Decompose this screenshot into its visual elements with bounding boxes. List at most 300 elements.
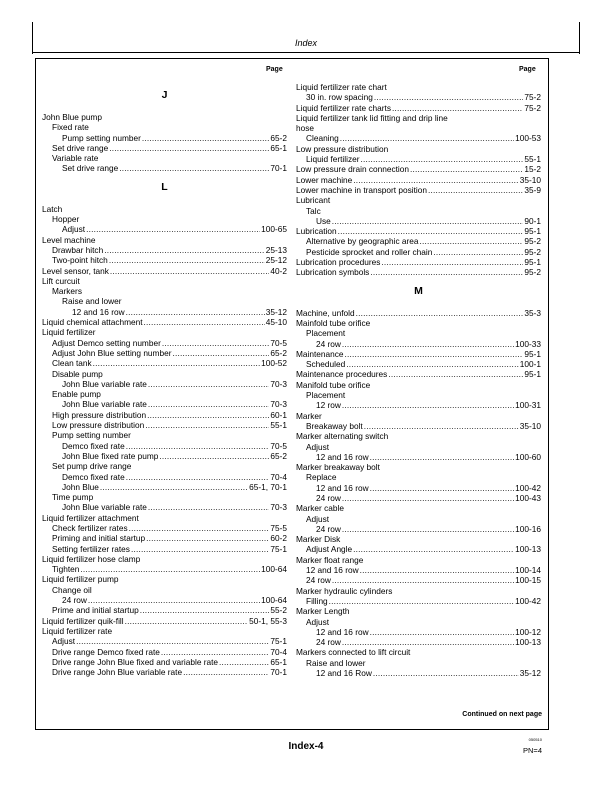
index-entry-term: Liquid fertilizer attachment bbox=[42, 512, 139, 523]
index-entry-term: Latch bbox=[42, 203, 63, 214]
leader-dots bbox=[142, 133, 270, 143]
index-entry bbox=[296, 359, 541, 369]
index-entry-page-ref[interactable]: 75-2 bbox=[524, 102, 541, 113]
index-entry-page-ref[interactable]: 70-3 bbox=[270, 399, 287, 410]
index-entry-term: Adjust bbox=[52, 636, 76, 647]
index-entry-page-ref[interactable]: 95-1 bbox=[524, 257, 541, 268]
index-entry-page-ref[interactable]: 70-1 bbox=[270, 667, 287, 678]
leader-dots bbox=[119, 163, 269, 173]
index-entry-term: John Blue bbox=[62, 481, 99, 492]
index-entry-page-ref[interactable]: 100-16 bbox=[515, 523, 541, 534]
index-entry bbox=[296, 586, 541, 596]
index-entry-term: Variable rate bbox=[52, 153, 99, 164]
index-entry bbox=[42, 133, 287, 143]
index-entry-term: Lubricant bbox=[296, 195, 331, 206]
index-entry bbox=[296, 380, 541, 390]
index-entry-page-ref[interactable]: 100-12 bbox=[515, 626, 541, 637]
index-entry-page-ref[interactable]: 40-2 bbox=[270, 265, 287, 276]
index-entry-page-ref[interactable]: 100-64 bbox=[261, 595, 287, 606]
index-entry-page-ref[interactable]: 70-3 bbox=[270, 378, 287, 389]
index-entry-page-ref[interactable]: 35-12 bbox=[519, 668, 541, 679]
index-entry bbox=[296, 534, 541, 544]
index-entry bbox=[296, 267, 541, 277]
index-entry-page-ref[interactable]: 100-64 bbox=[261, 564, 287, 575]
leader-dots bbox=[88, 595, 260, 605]
leader-dots bbox=[148, 379, 270, 389]
index-entry-page-ref[interactable]: 100-60 bbox=[515, 451, 541, 462]
index-entry bbox=[42, 286, 287, 296]
index-entry-term: 12 and 16 row bbox=[316, 451, 369, 462]
index-entry-page-ref[interactable]: 100-52 bbox=[261, 358, 287, 369]
leader-dots bbox=[428, 185, 523, 195]
index-entry-term: Setting fertilizer rates bbox=[52, 543, 130, 554]
index-entry-term: Markers bbox=[52, 286, 82, 297]
index-entry-term: Marker Length bbox=[296, 606, 350, 617]
index-entry-page-ref[interactable]: 100-14 bbox=[515, 565, 541, 576]
index-entry bbox=[42, 338, 287, 348]
index-entry-page-ref[interactable]: 100-13 bbox=[515, 544, 541, 555]
index-entry bbox=[42, 441, 287, 451]
index-entry bbox=[296, 658, 541, 668]
index-entry-term: 12 and 16 Row bbox=[316, 668, 372, 679]
index-entry-term: High pressure distribution bbox=[52, 409, 147, 420]
leader-dots bbox=[345, 349, 524, 359]
index-entry-page-ref[interactable]: 75-2 bbox=[524, 92, 541, 103]
index-entry bbox=[296, 544, 541, 554]
index-entry bbox=[296, 606, 541, 616]
index-entry-term: Adjust John Blue setting number bbox=[52, 347, 172, 358]
index-entry-term: Maintenance bbox=[296, 348, 344, 359]
index-entry bbox=[42, 554, 287, 564]
index-section-letter: J bbox=[161, 89, 168, 101]
index-entry-term: Drive range Demco fixed rate bbox=[52, 646, 160, 657]
right-column-page-heading: Page bbox=[519, 66, 536, 73]
index-entry-term: Lubrication procedures bbox=[296, 257, 381, 268]
index-entry-term: Liquid fertilizer pump bbox=[42, 574, 119, 585]
index-entry-page-ref[interactable]: 70-4 bbox=[270, 471, 287, 482]
index-entry bbox=[42, 626, 287, 636]
leader-dots bbox=[370, 627, 515, 637]
index-entry-page-ref[interactable]: 100-31 bbox=[515, 400, 541, 411]
index-entry bbox=[296, 339, 541, 349]
index-entry bbox=[296, 175, 541, 185]
index-entry bbox=[42, 533, 287, 543]
index-entry-term: Pesticide sprocket and roller chain bbox=[306, 246, 433, 257]
index-entry bbox=[42, 399, 287, 409]
index-entry-page-ref[interactable]: 70-5 bbox=[270, 337, 287, 348]
index-entry bbox=[296, 103, 541, 113]
leader-dots bbox=[353, 175, 519, 185]
index-entry bbox=[296, 452, 541, 462]
index-entry-page-ref[interactable]: 100-65 bbox=[261, 224, 287, 235]
index-entry-term: Level sensor, tank bbox=[42, 265, 109, 276]
index-entry-term: Clean tank bbox=[52, 358, 92, 369]
index-entry-page-ref[interactable]: 25-12 bbox=[265, 255, 287, 266]
index-entry bbox=[42, 112, 287, 122]
leader-dots bbox=[147, 410, 269, 420]
index-entry-page-ref[interactable]: 100-1 bbox=[519, 359, 541, 370]
index-entry-page-ref[interactable]: 75-1 bbox=[270, 636, 287, 647]
index-entry bbox=[296, 555, 541, 565]
index-entry-page-ref[interactable]: 65-1, 70-1 bbox=[249, 481, 287, 492]
index-entry bbox=[42, 153, 287, 163]
index-section-letter: M bbox=[414, 284, 423, 297]
leader-dots bbox=[332, 216, 524, 226]
leader-dots bbox=[126, 441, 270, 451]
index-entry bbox=[296, 318, 541, 328]
index-entry-term: Enable pump bbox=[52, 389, 101, 400]
index-entry bbox=[296, 133, 541, 143]
index-entry-term: 24 row bbox=[316, 492, 341, 503]
leader-dots bbox=[93, 358, 260, 368]
leader-dots bbox=[332, 575, 514, 585]
left-column-page-heading: Page bbox=[266, 66, 283, 73]
leader-dots bbox=[420, 236, 524, 246]
index-entry-term: Two-point hitch bbox=[52, 255, 108, 266]
index-entry-page-ref[interactable]: 45-10 bbox=[265, 317, 287, 328]
index-entry-page-ref[interactable]: 55-1 bbox=[524, 154, 541, 165]
index-entry-term: Cleaning bbox=[306, 133, 339, 144]
index-entry bbox=[296, 206, 541, 216]
index-entry-term: Lower machine bbox=[296, 174, 353, 185]
index-section-letter: L bbox=[161, 180, 168, 193]
index-entry-page-ref[interactable]: 35-3 bbox=[524, 307, 541, 318]
index-entry bbox=[296, 164, 541, 174]
index-entry bbox=[42, 461, 287, 471]
index-entry bbox=[42, 472, 287, 482]
index-entry-term: Drawbar hitch bbox=[52, 244, 104, 255]
leader-dots bbox=[86, 224, 260, 234]
leader-dots bbox=[159, 451, 269, 461]
page-number: Index-4 bbox=[288, 741, 324, 752]
index-entry bbox=[42, 317, 287, 327]
index-entry bbox=[42, 143, 287, 153]
index-entry-page-ref[interactable]: 70-4 bbox=[270, 646, 287, 657]
index-entry-term: Drive range John Blue variable rate bbox=[52, 667, 183, 678]
index-entry-page-ref[interactable]: 70-5 bbox=[270, 440, 287, 451]
index-entry-term: 30 in. row spacing bbox=[306, 92, 373, 103]
leader-dots bbox=[100, 482, 248, 492]
index-entry-page-ref[interactable]: 95-2 bbox=[524, 236, 541, 247]
index-entry-term: Scheduled bbox=[306, 359, 346, 370]
index-entry-term: Priming and initial startup bbox=[52, 533, 146, 544]
index-entry-term: Lubrication symbols bbox=[296, 267, 370, 278]
index-entry-term: 24 row bbox=[306, 575, 331, 586]
index-entry bbox=[42, 235, 287, 245]
index-entry bbox=[296, 431, 541, 441]
index-entry bbox=[42, 636, 287, 646]
index-entry-term: Set pump drive range bbox=[52, 461, 132, 472]
leader-dots bbox=[381, 257, 523, 267]
leader-dots bbox=[131, 544, 269, 554]
index-entry-term: Change oil bbox=[52, 584, 92, 595]
index-entry bbox=[42, 657, 287, 667]
leader-dots bbox=[342, 339, 514, 349]
index-entry-term: John Blue variable rate bbox=[62, 399, 147, 410]
index-entry-page-ref[interactable]: 70-3 bbox=[270, 502, 287, 513]
index-entry-page-ref[interactable]: 100-15 bbox=[515, 575, 541, 586]
index-entry-page-ref[interactable]: 15-2 bbox=[524, 164, 541, 175]
index-entry-page-ref[interactable]: 60-1 bbox=[270, 409, 287, 420]
index-entry-term: Adjust bbox=[306, 441, 330, 452]
index-entry-term: Liquid fertilizer bbox=[42, 327, 96, 338]
index-entry bbox=[42, 616, 287, 626]
leader-dots bbox=[356, 308, 524, 318]
index-entry bbox=[296, 82, 541, 92]
leader-dots bbox=[126, 472, 270, 482]
index-entry-term: Tighten bbox=[52, 564, 80, 575]
leader-dots bbox=[104, 245, 265, 255]
index-entry-term: Liquid fertilizer rate charts bbox=[296, 102, 391, 113]
index-entry bbox=[296, 411, 541, 421]
index-entry-page-ref[interactable]: 100-53 bbox=[515, 133, 541, 144]
leader-dots bbox=[148, 399, 270, 409]
index-entry-term: 12 row bbox=[316, 400, 341, 411]
leader-dots bbox=[346, 359, 519, 369]
index-entry bbox=[296, 596, 541, 606]
index-entry bbox=[42, 544, 287, 554]
index-entry-term: Lower machine in transport position bbox=[296, 184, 427, 195]
index-entry-term: Adjust bbox=[62, 224, 86, 235]
index-entry-term: Marker breakaway bolt bbox=[296, 462, 380, 473]
index-entry-term: Demco fixed rate bbox=[62, 471, 125, 482]
index-entry-term: 24 row bbox=[316, 338, 341, 349]
index-entry-term: Replace bbox=[306, 472, 337, 483]
index-entry-term: Adjust Demco setting number bbox=[52, 337, 161, 348]
leader-dots bbox=[329, 596, 514, 606]
index-entry bbox=[296, 493, 541, 503]
index-entry bbox=[296, 503, 541, 513]
leader-dots bbox=[172, 348, 269, 358]
index-entry-term: Liquid fertilizer hose clamp bbox=[42, 553, 141, 564]
index-entry bbox=[296, 421, 541, 431]
index-entry-term: Liquid chemical attachment bbox=[42, 317, 143, 328]
index-entry-term: Prime and initial startup bbox=[52, 605, 139, 616]
leader-dots bbox=[109, 143, 269, 153]
index-entry-term: Markers connected to lift circuit bbox=[296, 647, 411, 658]
index-entry-page-ref[interactable]: 50-1, 55-3 bbox=[249, 615, 287, 626]
index-entry-page-ref[interactable]: 90-1 bbox=[524, 215, 541, 226]
index-entry bbox=[296, 390, 541, 400]
index-entry-term: Breakaway bolt bbox=[306, 420, 363, 431]
index-entry-page-ref[interactable]: 65-2 bbox=[270, 347, 287, 358]
leader-dots bbox=[370, 267, 523, 277]
index-entry-term: Marker cable bbox=[296, 503, 344, 514]
index-entry bbox=[42, 574, 287, 584]
index-entry-term: John Blue pump bbox=[42, 112, 102, 122]
index-entry-term: hose bbox=[296, 123, 314, 134]
index-entry bbox=[296, 617, 541, 627]
index-entry bbox=[42, 451, 287, 461]
index-entry-page-ref[interactable]: 65-2 bbox=[270, 450, 287, 461]
index-entry-term: Fixed rate bbox=[52, 122, 89, 133]
leader-dots bbox=[342, 400, 514, 410]
index-entry bbox=[42, 482, 287, 492]
leader-dots bbox=[360, 565, 515, 575]
index-entry-term: Alternative by geographic area bbox=[306, 236, 419, 247]
index-entry-page-ref[interactable]: 95-1 bbox=[524, 348, 541, 359]
index-entry-term: Placement bbox=[306, 390, 346, 401]
index-entry bbox=[296, 257, 541, 267]
leader-dots bbox=[80, 564, 260, 574]
index-entry bbox=[42, 389, 287, 399]
index-entry bbox=[42, 224, 287, 234]
index-entry-term: Liquid fertilizer rate bbox=[42, 625, 113, 636]
index-entry bbox=[296, 216, 541, 226]
leader-dots bbox=[361, 154, 524, 164]
leader-dots bbox=[410, 164, 523, 174]
leader-dots bbox=[146, 533, 269, 543]
leader-dots bbox=[342, 493, 514, 503]
index-entry-term: Placement bbox=[306, 328, 346, 339]
index-entry bbox=[42, 266, 287, 276]
leader-dots bbox=[110, 266, 270, 276]
index-entry bbox=[296, 92, 541, 102]
leader-dots bbox=[144, 317, 265, 327]
index-entry-term: Low pressure distribution bbox=[52, 420, 145, 431]
index-entry-term: Maintenance procedures bbox=[296, 369, 388, 380]
index-entry-page-ref[interactable]: 65-1 bbox=[270, 656, 287, 667]
index-entry-page-ref[interactable]: 95-2 bbox=[524, 246, 541, 257]
index-entry-term: John Blue variable rate bbox=[62, 502, 147, 513]
index-entry bbox=[42, 513, 287, 523]
leader-dots bbox=[373, 668, 519, 678]
index-entry-term: Mainfold tube orifice bbox=[296, 317, 371, 328]
index-entry-term: Low pressure drain connection bbox=[296, 164, 409, 175]
index-entry bbox=[42, 430, 287, 440]
leader-dots bbox=[183, 667, 269, 677]
index-entry bbox=[42, 204, 287, 214]
index-entry-page-ref[interactable]: 60-2 bbox=[270, 533, 287, 544]
index-entry-term: Filling bbox=[306, 595, 328, 606]
index-entry-page-ref[interactable]: 35-10 bbox=[519, 174, 541, 185]
leader-dots bbox=[219, 657, 269, 667]
leader-dots bbox=[109, 255, 265, 265]
index-entry-page-ref[interactable]: 95-1 bbox=[524, 226, 541, 237]
index-entry-term: 24 row bbox=[62, 595, 87, 606]
index-entry bbox=[296, 369, 541, 379]
leader-dots bbox=[370, 452, 515, 462]
leader-dots bbox=[145, 420, 269, 430]
index-entry-page-ref[interactable]: 95-1 bbox=[524, 369, 541, 380]
index-entry-term: Use bbox=[316, 215, 331, 226]
leader-dots bbox=[342, 524, 514, 534]
index-entry-page-ref[interactable]: 100-43 bbox=[515, 492, 541, 503]
index-entry-term: 24 row bbox=[316, 637, 341, 648]
leader-dots bbox=[162, 338, 270, 348]
index-column-left bbox=[42, 82, 287, 677]
index-entry-term: Machine, unfold bbox=[296, 307, 355, 318]
index-entry-page-ref[interactable]: 100-13 bbox=[515, 637, 541, 648]
index-entry bbox=[42, 255, 287, 265]
index-entry-term: Raise and lower bbox=[62, 296, 122, 307]
index-entry-page-ref[interactable]: 100-33 bbox=[515, 338, 541, 349]
index-entry-page-ref[interactable]: 35-10 bbox=[519, 420, 541, 431]
index-entry-page-ref[interactable]: 35-12 bbox=[265, 306, 287, 317]
pn-label: PN=4 bbox=[523, 746, 542, 755]
index-entry-term: Low pressure distribution bbox=[296, 143, 389, 154]
index-entry bbox=[296, 462, 541, 472]
index-entry-term: Marker bbox=[296, 410, 322, 421]
leader-dots bbox=[353, 544, 514, 554]
index-entry bbox=[42, 245, 287, 255]
index-entry-term: John Blue variable rate bbox=[62, 378, 147, 389]
index-entry bbox=[296, 247, 541, 257]
index-entry-page-ref[interactable]: 75-5 bbox=[270, 522, 287, 533]
index-entry-term: Adjust bbox=[306, 513, 330, 524]
index-entry bbox=[42, 348, 287, 358]
index-entry bbox=[296, 575, 541, 585]
index-entry bbox=[296, 627, 541, 637]
index-entry-page-ref[interactable]: 55-2 bbox=[270, 605, 287, 616]
index-entry-term: 24 row bbox=[316, 523, 341, 534]
index-entry-term: Marker alternating switch bbox=[296, 431, 389, 442]
leader-dots bbox=[388, 369, 523, 379]
index-entry-term: Hopper bbox=[52, 214, 80, 225]
leader-dots bbox=[370, 483, 515, 493]
index-entry bbox=[42, 276, 287, 286]
continued-note: Continued on next page bbox=[462, 711, 542, 718]
index-entry bbox=[42, 369, 287, 379]
index-entry bbox=[42, 420, 287, 430]
index-entry-page-ref[interactable]: 75-1 bbox=[270, 543, 287, 554]
leader-dots bbox=[76, 636, 269, 646]
index-entry-term: Lift curcuit bbox=[42, 275, 80, 286]
index-entry bbox=[296, 226, 541, 236]
index-entry-term: Pump setting number bbox=[62, 132, 141, 143]
index-entry-page-ref[interactable]: 100-42 bbox=[515, 482, 541, 493]
index-entry-term: 12 and 16 row bbox=[316, 626, 369, 637]
index-entry-term: Marker Disk bbox=[296, 534, 341, 545]
page-header-title: Index bbox=[294, 38, 318, 48]
index-entry-page-ref[interactable]: 35-9 bbox=[524, 184, 541, 195]
index-entry bbox=[296, 123, 541, 133]
index-entry-page-ref[interactable]: 100-42 bbox=[515, 595, 541, 606]
leader-dots bbox=[374, 92, 524, 102]
index-entry-term: 12 and 16 row bbox=[72, 306, 125, 317]
index-entry bbox=[42, 358, 287, 368]
index-entry bbox=[296, 144, 541, 154]
index-entry bbox=[296, 236, 541, 246]
index-entry-term: Manifold tube orifice bbox=[296, 379, 371, 390]
leader-dots bbox=[433, 247, 523, 257]
index-entry bbox=[296, 113, 541, 123]
index-entry-page-ref[interactable]: 55-1 bbox=[270, 420, 287, 431]
index-entry bbox=[296, 349, 541, 359]
leader-dots bbox=[140, 605, 270, 615]
index-entry bbox=[296, 442, 541, 452]
index-entry-term: Liquid fertilizer rate chart bbox=[296, 82, 387, 92]
index-entry-term: Liquid fertilizer bbox=[306, 154, 360, 165]
index-entry bbox=[296, 308, 541, 318]
index-entry bbox=[296, 647, 541, 657]
index-entry-term: John Blue fixed rate pump bbox=[62, 450, 159, 461]
index-entry bbox=[296, 668, 541, 678]
index-entry-page-ref[interactable]: 65-1 bbox=[270, 142, 287, 153]
header-divider bbox=[32, 52, 580, 53]
index-entry bbox=[42, 667, 287, 677]
index-entry-term: Pump setting number bbox=[52, 430, 131, 441]
index-entry bbox=[296, 472, 541, 482]
index-entry-page-ref[interactable]: 25-13 bbox=[265, 244, 287, 255]
index-entry-page-ref[interactable]: 70-1 bbox=[270, 163, 287, 174]
index-entry-page-ref[interactable]: 95-2 bbox=[524, 267, 541, 278]
leader-dots bbox=[126, 307, 265, 317]
index-entry bbox=[42, 410, 287, 420]
leader-dots bbox=[161, 647, 269, 657]
index-entry bbox=[42, 163, 287, 173]
index-entry-page-ref[interactable]: 65-2 bbox=[270, 132, 287, 143]
